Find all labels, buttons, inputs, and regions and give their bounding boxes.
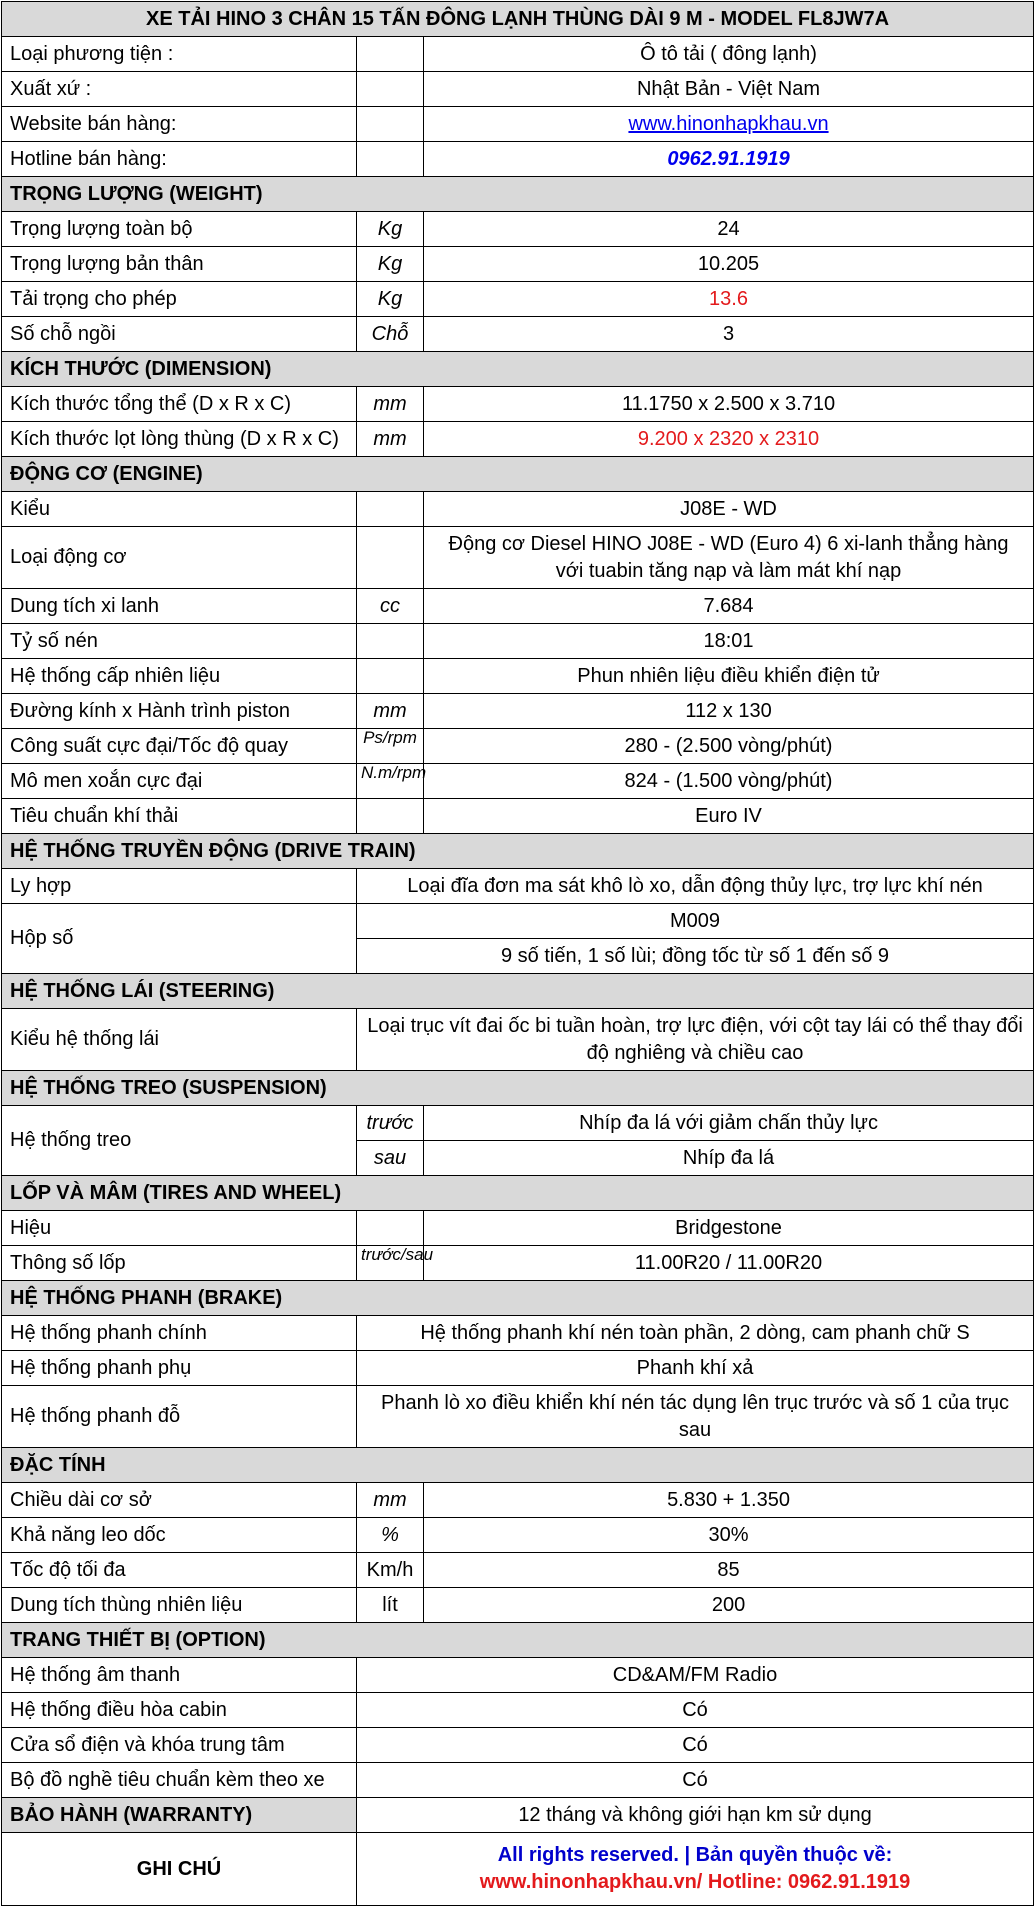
row-label: Hệ thống cấp nhiên liệu <box>2 659 357 694</box>
row-value: 85 <box>424 1553 1034 1588</box>
row-unit <box>357 492 424 527</box>
table-row <box>2 799 1034 834</box>
row-value: Nhật Bản - Việt Nam <box>424 72 1034 107</box>
row-label: Hộp số <box>2 904 357 974</box>
table-row <box>2 904 1034 939</box>
table-row <box>2 212 1034 247</box>
table-row <box>2 659 1034 694</box>
row-value: 24 <box>424 212 1034 247</box>
section-header-weight: TRỌNG LƯỢNG (WEIGHT) <box>2 177 1034 212</box>
row-label: Bộ đồ nghề tiêu chuẩn kèm theo xe <box>2 1763 357 1798</box>
table-row <box>2 589 1034 624</box>
row-label: Loại động cơ <box>2 527 357 589</box>
row-label: Hệ thống điều hòa cabin <box>2 1693 357 1728</box>
row-label: Tiêu chuẩn khí thải <box>2 799 357 834</box>
row-unit: cc <box>357 589 424 624</box>
row-value: Hệ thống phanh khí nén toàn phần, 2 dòng, cam phanh chữ S <box>357 1316 1034 1351</box>
table-row <box>2 729 1034 764</box>
row-value: Phanh lò xo điều khiển khí nén tác dụng lên trục trước và số 1 của trục sau <box>357 1386 1034 1448</box>
row-label: Hệ thống âm thanh <box>2 1658 357 1693</box>
row-value: Có <box>357 1728 1034 1763</box>
row-value: 3 <box>424 317 1034 352</box>
row-value: CD&AM/FM Radio <box>357 1658 1034 1693</box>
row-label: Tải trọng cho phép <box>2 282 357 317</box>
row-value: 9.200 x 2320 x 2310 <box>424 422 1034 457</box>
row-value: Loại đĩa đơn ma sát khô lò xo, dẫn động thủy lực, trợ lực khí nén <box>357 869 1034 904</box>
title-row <box>2 2 1034 37</box>
table-row <box>2 694 1034 729</box>
table-row <box>2 37 1034 72</box>
website-hotline-text[interactable]: www.hinonhapkhau.vn/ Hotline: 0962.91.1919 <box>479 1871 911 1893</box>
table-row <box>2 869 1034 904</box>
table-row <box>2 1763 1034 1798</box>
table-row <box>2 317 1034 352</box>
table-row <box>2 142 1034 177</box>
row-label: Hệ thống phanh đỗ <box>2 1386 357 1448</box>
section-row <box>2 1623 1034 1658</box>
table-row <box>2 1316 1034 1351</box>
note-row <box>2 1833 1034 1906</box>
hotline-number[interactable]: 0962.91.1919 <box>667 147 790 170</box>
section-row <box>2 834 1034 869</box>
row-unit: Kg <box>357 282 424 317</box>
row-value: 7.684 <box>424 589 1034 624</box>
row-value: 5.830 + 1.350 <box>424 1483 1034 1518</box>
row-label: Dung tích xi lanh <box>2 589 357 624</box>
section-header-drivetrain: HỆ THỐNG TRUYỀN ĐỘNG (DRIVE TRAIN) <box>2 834 1034 869</box>
row-label: Thông số lốp <box>2 1246 357 1281</box>
row-label: Chiều dài cơ sở <box>2 1483 357 1518</box>
warranty-value: 12 tháng và không giới hạn km sử dụng <box>357 1798 1034 1833</box>
section-header-suspension: HỆ THỐNG TREO (SUSPENSION) <box>2 1071 1034 1106</box>
row-value: Nhíp đa lá với giảm chấn thủy lực <box>424 1106 1034 1141</box>
warranty-row <box>2 1798 1034 1833</box>
row-unit: mm <box>357 694 424 729</box>
row-value: 30% <box>424 1518 1034 1553</box>
row-value: Phun nhiên liệu điều khiển điện tử <box>424 659 1034 694</box>
section-row <box>2 457 1034 492</box>
section-header-features: ĐẶC TÍNH <box>2 1448 1034 1483</box>
row-value: Có <box>357 1763 1034 1798</box>
table-row <box>2 1518 1034 1553</box>
table-row <box>2 1588 1034 1623</box>
unit-cell <box>357 142 424 177</box>
section-row <box>2 177 1034 212</box>
unit-cell <box>357 1211 424 1246</box>
row-unit <box>357 527 424 589</box>
row-label: Hotline bán hàng: <box>2 142 357 177</box>
section-row <box>2 1176 1034 1211</box>
row-label: Hệ thống phanh chính <box>2 1316 357 1351</box>
row-unit <box>357 799 424 834</box>
row-value: 11.00R20 / 11.00R20 <box>424 1246 1034 1281</box>
row-unit: sau <box>357 1141 424 1176</box>
row-value: 112 x 130 <box>424 694 1034 729</box>
table-row <box>2 72 1034 107</box>
row-label: Dung tích thùng nhiên liệu <box>2 1588 357 1623</box>
hotline-cell <box>424 142 1034 177</box>
row-label: Loại phương tiện : <box>2 37 357 72</box>
row-value: 9 số tiến, 1 số lùi; đồng tốc từ số 1 đến số 9 <box>357 939 1034 974</box>
row-value: Euro IV <box>424 799 1034 834</box>
section-row <box>2 352 1034 387</box>
row-unit: Kg <box>357 212 424 247</box>
row-label: Tỷ số nén <box>2 624 357 659</box>
row-label: Trọng lượng bản thân <box>2 247 357 282</box>
table-row <box>2 107 1034 142</box>
copyright-text: All rights reserved. | Bản quyền thuộc về: <box>497 1844 893 1866</box>
row-value: 200 <box>424 1588 1034 1623</box>
row-label: Trọng lượng toàn bộ <box>2 212 357 247</box>
section-row <box>2 1071 1034 1106</box>
table-row <box>2 1693 1034 1728</box>
row-label: Kích thước lọt lòng thùng (D x R x C) <box>2 422 357 457</box>
row-label: Hiệu <box>2 1211 357 1246</box>
row-value: Nhíp đa lá <box>424 1141 1034 1176</box>
row-value: Loại trục vít đai ốc bi tuần hoàn, trợ lực điện, với cột tay lái có thể thay đổi độ nghiêng và chiều cao <box>357 1009 1034 1071</box>
row-label: Mô men xoắn cực đại <box>2 764 357 799</box>
row-unit: N.m/rpm <box>357 764 424 799</box>
row-value: 280 - (2.500 vòng/phút) <box>424 729 1034 764</box>
table-row <box>2 247 1034 282</box>
table-row <box>2 1211 1034 1246</box>
section-row <box>2 1448 1034 1483</box>
section-header-warranty: BẢO HÀNH (WARRANTY) <box>2 1798 357 1833</box>
row-unit: lít <box>357 1588 424 1623</box>
table-row <box>2 1658 1034 1693</box>
table-row <box>2 1386 1034 1448</box>
unit-cell <box>357 37 424 72</box>
table-row <box>2 492 1034 527</box>
row-unit: trước <box>357 1106 424 1141</box>
website-link[interactable]: www.hinonhapkhau.vn <box>628 112 829 135</box>
row-value: 824 - (1.500 vòng/phút) <box>424 764 1034 799</box>
row-unit <box>357 624 424 659</box>
row-label: Công suất cực đại/Tốc độ quay <box>2 729 357 764</box>
table-row <box>2 527 1034 589</box>
table-row <box>2 1553 1034 1588</box>
row-unit: % <box>357 1518 424 1553</box>
section-header-options: TRANG THIẾT BỊ (OPTION) <box>2 1623 1034 1658</box>
row-value: Bridgestone <box>424 1211 1034 1246</box>
section-row <box>2 1281 1034 1316</box>
table-row <box>2 1106 1034 1141</box>
section-header-steering: HỆ THỐNG LÁI (STEERING) <box>2 974 1034 1009</box>
note-content <box>357 1833 1034 1906</box>
unit-cell <box>357 72 424 107</box>
table-row <box>2 1351 1034 1386</box>
row-label: Số chỗ ngồi <box>2 317 357 352</box>
table-row <box>2 1728 1034 1763</box>
section-row <box>2 974 1034 1009</box>
row-unit: mm <box>357 387 424 422</box>
row-unit: Km/h <box>357 1553 424 1588</box>
unit-cell <box>357 107 424 142</box>
table-row <box>2 624 1034 659</box>
table-row <box>2 282 1034 317</box>
section-header-dimension: KÍCH THƯỚC (DIMENSION) <box>2 352 1034 387</box>
row-label: Tốc độ tối đa <box>2 1553 357 1588</box>
row-value: 11.1750 x 2.500 x 3.710 <box>424 387 1034 422</box>
table-row <box>2 764 1034 799</box>
row-unit: mm <box>357 1483 424 1518</box>
table-row <box>2 1246 1034 1281</box>
row-value: Phanh khí xả <box>357 1351 1034 1386</box>
section-header-brake: HỆ THỐNG PHANH (BRAKE) <box>2 1281 1034 1316</box>
page-title: XE TẢI HINO 3 CHÂN 15 TẤN ĐÔNG LẠNH THÙNG DÀI 9 M - MODEL FL8JW7A <box>2 2 1034 37</box>
row-label: Cửa sổ điện và khóa trung tâm <box>2 1728 357 1763</box>
row-unit <box>357 659 424 694</box>
note-label: GHI CHÚ <box>2 1833 357 1906</box>
row-label: Kích thước tổng thể (D x R x C) <box>2 387 357 422</box>
row-label: Ly hợp <box>2 869 357 904</box>
spec-table <box>1 1 1034 1906</box>
row-unit: mm <box>357 422 424 457</box>
row-label: Xuất xứ : <box>2 72 357 107</box>
row-value: 10.205 <box>424 247 1034 282</box>
row-label: Website bán hàng: <box>2 107 357 142</box>
row-value: 13.6 <box>424 282 1034 317</box>
row-label: Đường kính x Hành trình piston <box>2 694 357 729</box>
row-unit: Chỗ <box>357 317 424 352</box>
row-label: Hệ thống phanh phụ <box>2 1351 357 1386</box>
row-label: Kiểu hệ thống lái <box>2 1009 357 1071</box>
row-unit: trước/sau <box>357 1246 424 1281</box>
row-label: Kiểu <box>2 492 357 527</box>
row-value: Ô tô tải ( đông lạnh) <box>424 37 1034 72</box>
row-value: J08E - WD <box>424 492 1034 527</box>
row-label: Khả năng leo dốc <box>2 1518 357 1553</box>
table-row <box>2 422 1034 457</box>
section-header-engine: ĐỘNG CƠ (ENGINE) <box>2 457 1034 492</box>
table-row <box>2 1483 1034 1518</box>
table-row <box>2 387 1034 422</box>
section-header-tires: LỐP VÀ MÂM (TIRES AND WHEEL) <box>2 1176 1034 1211</box>
row-label: Hệ thống treo <box>2 1106 357 1176</box>
row-value: Có <box>357 1693 1034 1728</box>
table-row <box>2 1009 1034 1071</box>
website-cell <box>424 107 1034 142</box>
row-value: Động cơ Diesel HINO J08E - WD (Euro 4) 6 xi-lanh thẳng hàng với tuabin tăng nạp và làm mát khí nạp <box>424 527 1034 589</box>
row-value: M009 <box>357 904 1034 939</box>
row-unit: Ps/rpm <box>357 729 424 764</box>
row-unit: Kg <box>357 247 424 282</box>
row-value: 18:01 <box>424 624 1034 659</box>
